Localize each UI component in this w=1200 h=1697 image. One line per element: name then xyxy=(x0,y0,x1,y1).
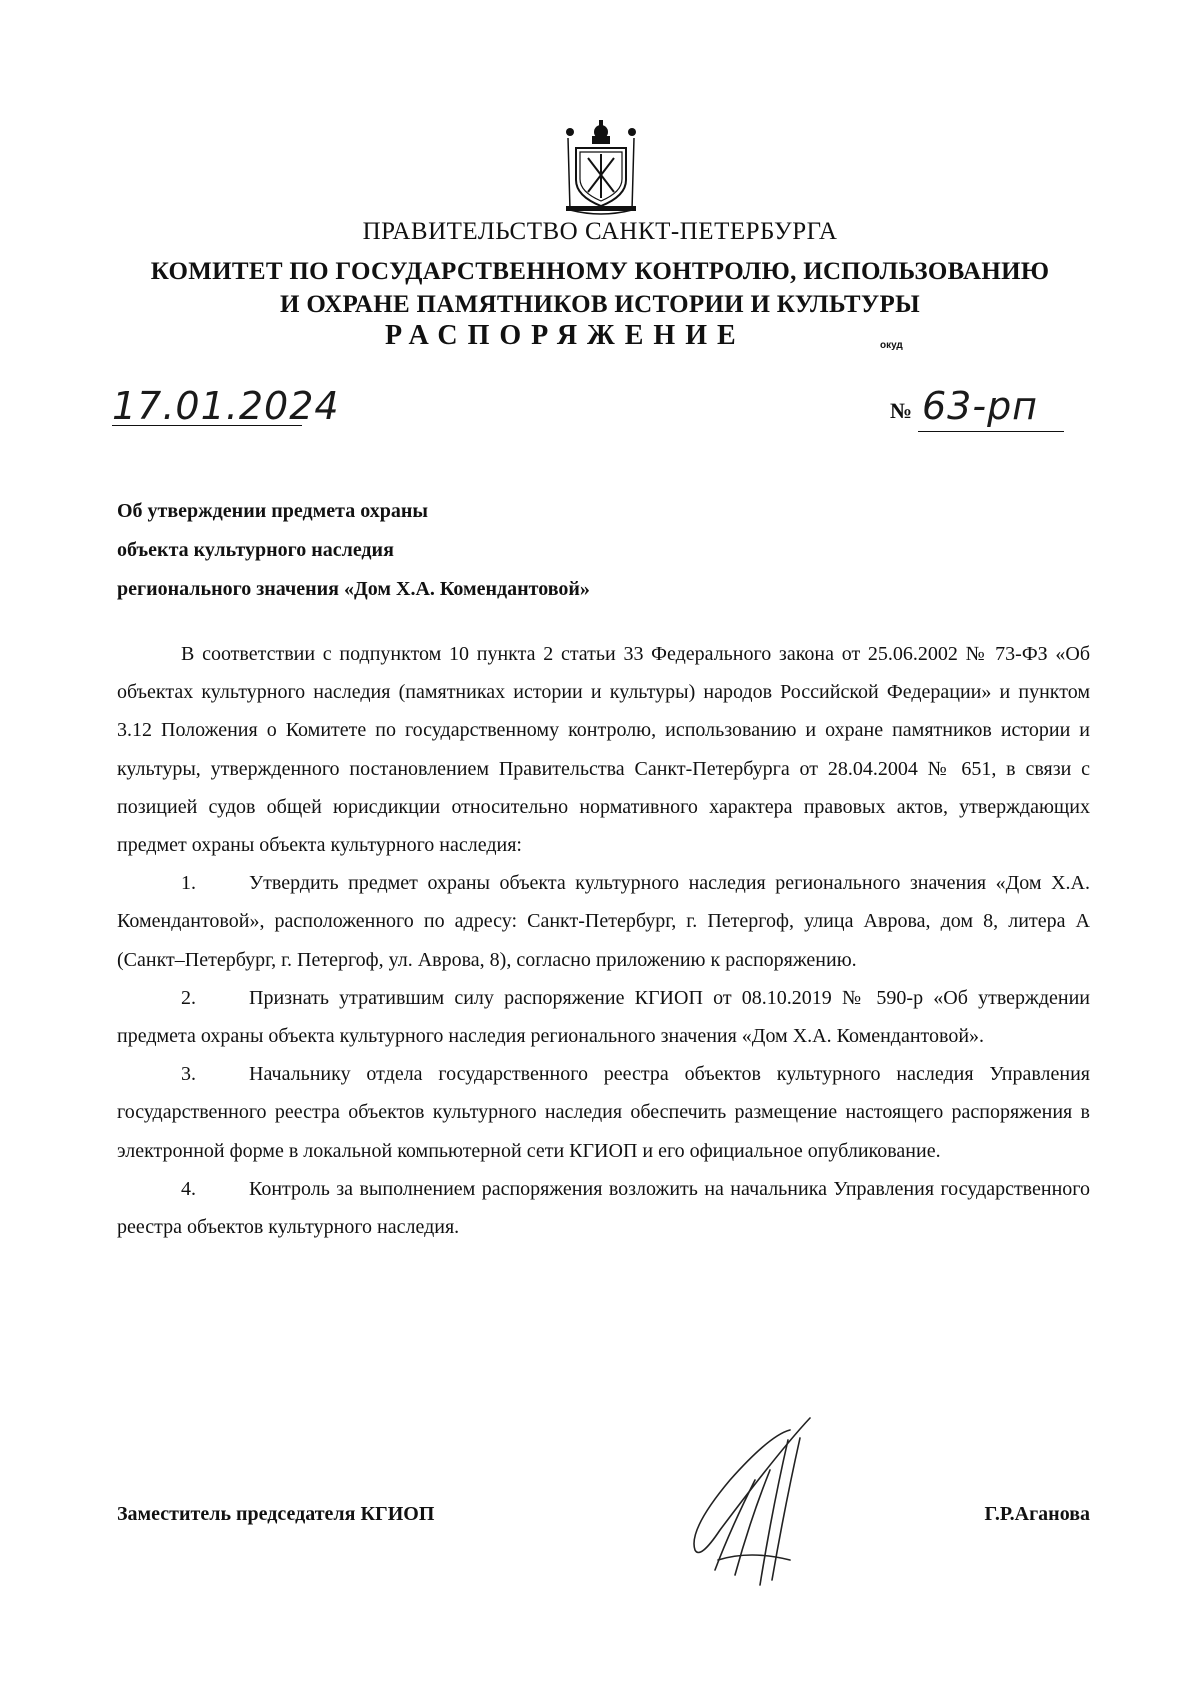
date-underline xyxy=(112,425,302,426)
item-text: Начальнику отдела государственного реестра объектов культурного наследия Управления государственного реестра объектов культурного наследия обеспечить размещение настоящего распоряжения в электронной форме в локальной компьютерной сети КГИОП и его официальное опубликование. xyxy=(117,1063,1090,1162)
document-date: 17.01.2024 xyxy=(112,384,340,428)
number-underline xyxy=(918,431,1064,432)
signatory-name: Г.Р.Аганова xyxy=(984,1503,1090,1525)
committee-name-line1: КОМИТЕТ ПО ГОСУДАРСТВЕННОМУ КОНТРОЛЮ, ИСПОЛЬЗОВАНИЮ xyxy=(150,258,1050,285)
coat-of-arms-emblem xyxy=(556,118,646,218)
government-name: ПРАВИТЕЛЬСТВО САНКТ-ПЕТЕРБУРГА xyxy=(362,218,838,245)
document-subject xyxy=(117,492,590,609)
list-item xyxy=(117,864,1090,979)
document-number: 63-рп xyxy=(922,384,1039,428)
item-number: 4. xyxy=(181,1177,196,1200)
handwritten-signature xyxy=(660,1410,850,1590)
okud-label: окуд xyxy=(880,340,903,351)
list-item xyxy=(117,1170,1090,1246)
committee-name-line2: И ОХРАНЕ ПАМЯТНИКОВ ИСТОРИИ И КУЛЬТУРЫ xyxy=(280,291,920,318)
preamble-paragraph: В соответствии с подпунктом 10 пункта 2 статьи 33 Федерального закона от 25.06.2002 № 73-ФЗ «Об объектах культурного наследия (памятниках истории и культуры) народов Российской Федерации» и пунктом 3.12 Положения о Комитете по государственному контролю, использованию и охране памятников истории и культуры, утвержденного постановлением Правительства Санкт-Петербурга от 28.04.2004 № 651, в связи с позицией судов общей юрисдикции относительно нормативного характера правовых актов, утверждающих предмет охраны объекта культурного наследия: xyxy=(117,643,1090,857)
item-number: 3. xyxy=(181,1063,196,1086)
committee-name xyxy=(0,255,1200,321)
document-body xyxy=(117,635,1090,1246)
list-item xyxy=(117,1055,1090,1170)
document-type: РАСПОРЯЖЕНИЕ xyxy=(385,320,746,351)
item-number: 1. xyxy=(181,872,196,895)
item-number: 2. xyxy=(181,986,196,1009)
list-item xyxy=(117,979,1090,1055)
subject-line2: объекта культурного наследия xyxy=(117,539,394,561)
item-text: Утвердить предмет охраны объекта культурного наследия регионального значения «Дом Х.А. Комендантовой», расположенного по адресу: Санкт-Петербург, г. Петергоф, улица Аврова, дом 8, литера А (Санкт–Петербург, г. Петергоф, ул. Аврова, 8), согласно приложению к распоряжению. xyxy=(117,872,1090,971)
item-text: Контроль за выполнением распоряжения возложить на начальника Управления государственного реестра объектов культурного наследия. xyxy=(117,1177,1090,1239)
subject-line3: регионального значения «Дом Х.А. Комендантовой» xyxy=(117,578,590,600)
number-sign: № xyxy=(890,398,913,423)
subject-line1: Об утверждении предмета охраны xyxy=(117,500,428,522)
signatory-title: Заместитель председателя КГИОП xyxy=(117,1503,435,1525)
item-text: Признать утратившим силу распоряжение КГИОП от 08.10.2019 № 590-р «Об утверждении предмета охраны объекта культурного наследия регионального значения «Дом Х.А. Комендантовой». xyxy=(117,986,1090,1048)
